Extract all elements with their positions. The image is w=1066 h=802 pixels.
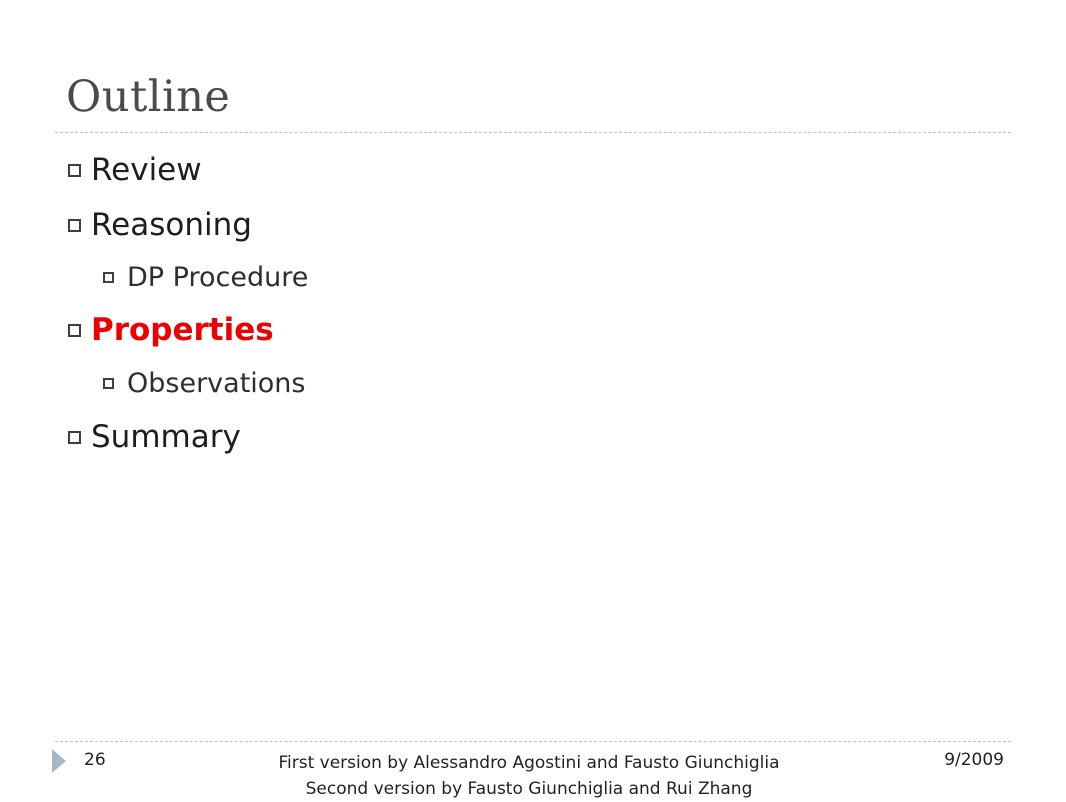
outline-item-label: Review (91, 152, 202, 188)
footer-credit-line: First version by Alessandro Agostini and Fausto Giunchiglia (278, 753, 780, 773)
outline-item-label: Summary (91, 419, 241, 455)
outline-item-summary (68, 419, 241, 455)
square-bullet-icon (103, 378, 114, 389)
square-bullet-icon (68, 324, 81, 337)
footer-divider (55, 741, 1011, 742)
outline-subitem-observations (103, 368, 305, 399)
footer-credit-line: Second version by Fausto Giunchiglia and Rui Zhang (305, 779, 753, 799)
slide-number: 26 (84, 750, 106, 770)
outline-item-label: Properties (91, 312, 274, 348)
triangle-arrow-icon (52, 749, 66, 773)
slide-title: Outline (66, 72, 231, 122)
footer-credits (240, 750, 818, 802)
outline-item-label: Observations (127, 368, 306, 399)
square-bullet-icon (103, 272, 114, 283)
square-bullet-icon (68, 219, 81, 232)
title-divider (55, 132, 1011, 133)
outline-item-review (68, 152, 202, 188)
outline-subitem-dp-procedure (103, 262, 308, 293)
outline-item-properties (68, 312, 274, 348)
footer-date: 9/2009 (944, 750, 1004, 770)
outline-item-reasoning (68, 207, 252, 243)
square-bullet-icon (68, 431, 81, 444)
square-bullet-icon (68, 164, 81, 177)
outline-item-label: DP Procedure (127, 262, 309, 293)
outline-item-label: Reasoning (91, 207, 252, 243)
